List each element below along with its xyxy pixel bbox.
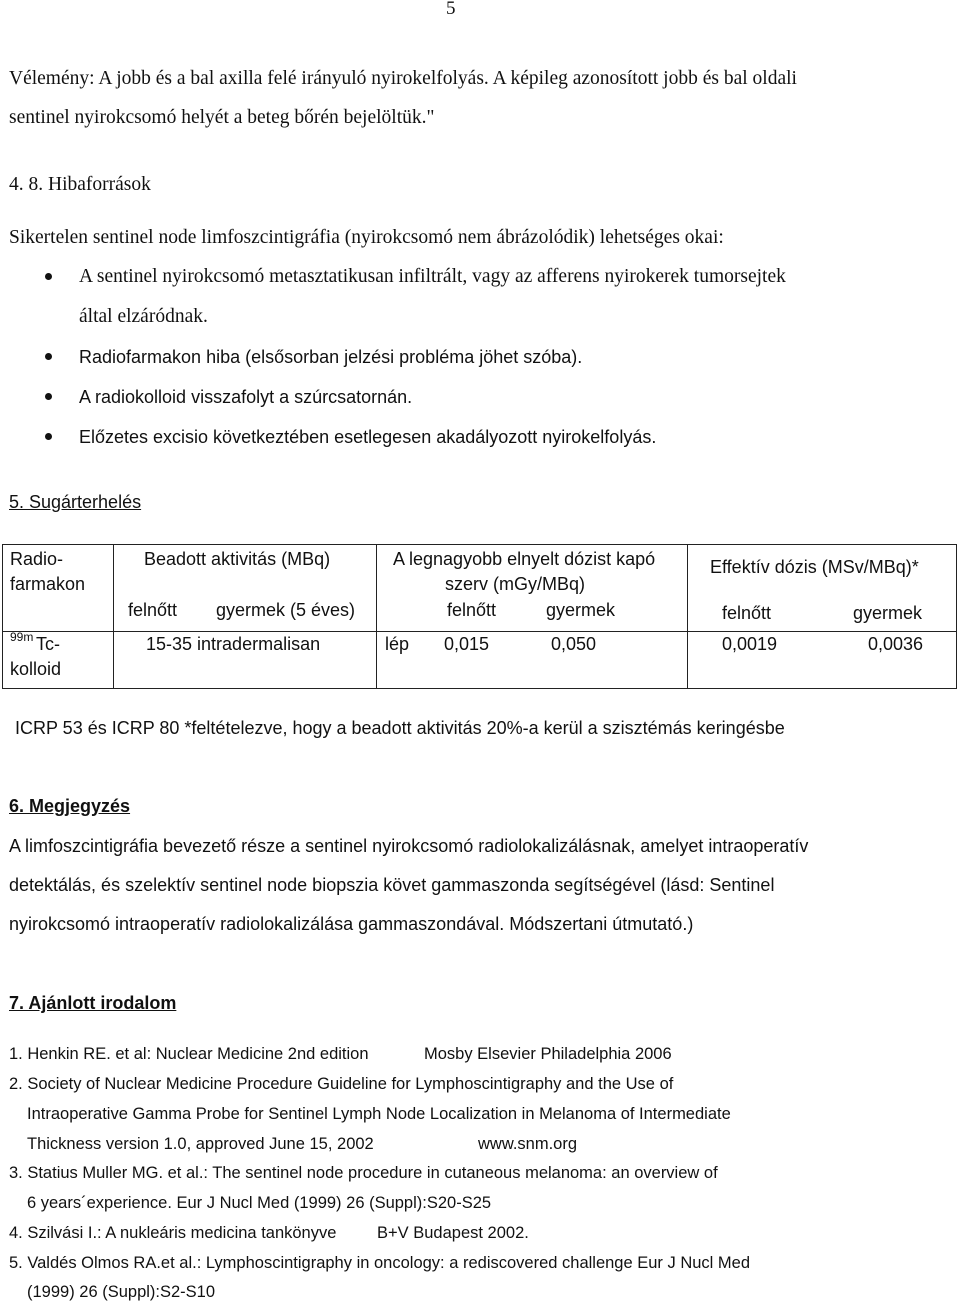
- table-cell-organ-dose: [377, 632, 688, 689]
- organ-adult: felnőtt: [447, 600, 497, 620]
- reference-3-line-1: 3. Statius Muller MG. et al.: The sentinel node procedure in cutaneous melanoma: an overview of: [9, 1164, 718, 1182]
- organ-dose-child: 0,050: [551, 634, 597, 654]
- table-header-organ-dose: [377, 545, 688, 632]
- organ-header-line-2: szerv (mGy/MBq): [445, 574, 586, 594]
- reference-4-title: 4. Szilvási I.: A nukleáris medicina tankönyve: [9, 1224, 337, 1242]
- organ-child: gyermek: [546, 600, 616, 620]
- activity-adult: felnőtt: [128, 600, 178, 620]
- table-header-effective-dose: [688, 545, 957, 632]
- table-footnote: ICRP 53 és ICRP 80 *feltételezve, hogy a beadott aktivitás 20%-a kerül a szisztémás keringésbe: [15, 718, 785, 738]
- reference-2-line-3: Thickness version 1.0, approved June 15, 2002: [27, 1135, 374, 1153]
- reference-2-line-1: 2. Society of Nuclear Medicine Procedure Guideline for Lymphoscintigraphy and the Use of: [9, 1075, 674, 1093]
- table-header-activity: [114, 545, 377, 632]
- organ-name: lép: [385, 634, 410, 654]
- reference-1-publisher: Mosby Elsevier Philadelphia 2006: [424, 1045, 672, 1063]
- section-4-8-heading: 4. 8. Hibaforrások: [9, 174, 151, 195]
- effective-header: Effektív dózis (MSv/MBq)*: [710, 557, 919, 577]
- activity-header: Beadott aktivitás (MBq): [144, 549, 331, 569]
- organ-dose-adult: 0,015: [444, 634, 490, 654]
- effective-child: gyermek: [853, 603, 923, 623]
- reference-5-line-1: 5. Valdés Olmos RA.et al.: Lymphoscintigraphy in oncology: a rediscovered challenge Eur J Nucl Med: [9, 1254, 751, 1272]
- opinion-line-1: Vélemény: A jobb és a bal axilla felé irányuló nyirokelfolyás. A képileg azonosított jobb és bal oldali: [9, 68, 797, 89]
- section-6-line-1: A limfoszcintigráfia bevezető része a sentinel nyirokcsomó radiolokalizálásnak, amelyet intraoperatív: [9, 836, 809, 856]
- section-6-heading: 6. Megjegyzés: [9, 796, 131, 816]
- reference-3-line-2: 6 years´experience. Eur J Nucl Med (1999) 26 (Suppl):S20-S25: [27, 1194, 492, 1212]
- table-cell-effective-dose: [688, 632, 957, 689]
- table-header-row: [3, 545, 957, 632]
- effective-adult: felnőtt: [722, 603, 772, 623]
- isotope-name: Tc-: [36, 634, 60, 654]
- bullet-item-1-line-1: A sentinel nyirokcsomó metasztatikusan infiltrált, vagy az afferens nyirokerek tumorsejtek: [79, 266, 786, 287]
- section-6-line-2: detektálás, és szelektív sentinel node biopszia követ gammaszonda segítségével (lásd: Sentinel: [9, 875, 775, 895]
- activity-value: 15-35 intradermalisan: [146, 634, 321, 654]
- table-row: [3, 632, 957, 689]
- bullet-item-4: Előzetes excisio következtében esetlegesen akadályozott nyirokelfolyás.: [79, 427, 657, 447]
- reference-5-line-2: (1999) 26 (Suppl):S2-S10: [27, 1283, 216, 1301]
- isotope-superscript: 99m: [10, 630, 34, 644]
- table-header-radiopharmaceutical: [3, 545, 114, 632]
- activity-child: gyermek (5 éves): [216, 600, 356, 620]
- bullet-icon: [45, 433, 52, 440]
- table-cell-activity: [114, 632, 377, 689]
- radio-label-line-2: farmakon: [10, 574, 86, 594]
- section-6-line-3: nyirokcsomó intraoperatív radiolokalizálása gammaszondával. Módszertani útmutató.): [9, 914, 694, 934]
- reference-2-line-2: Intraoperative Gamma Probe for Sentinel Lymph Node Localization in Melanoma of Intermediate: [27, 1105, 731, 1123]
- bullet-icon: [45, 273, 52, 280]
- section-7-heading: 7. Ajánlott irodalom: [9, 993, 177, 1013]
- section-4-8-intro: Sikertelen sentinel node limfoszcintigráfia (nyirokcsomó nem ábrázolódik) lehetséges okai:: [9, 227, 724, 248]
- effective-dose-child: 0,0036: [868, 634, 924, 654]
- radio-label-line-1: Radio-: [10, 549, 64, 569]
- reference-1-title: 1. Henkin RE. et al: Nuclear Medicine 2nd edition: [9, 1045, 369, 1063]
- organ-header-line-1: A legnagyobb elnyelt dózist kapó: [393, 549, 656, 569]
- bullet-item-3: A radiokolloid visszafolyt a szúrcsatornán.: [79, 387, 413, 407]
- page-number: 5: [446, 0, 456, 19]
- colloid-name: kolloid: [10, 659, 62, 679]
- bullet-icon: [45, 393, 52, 400]
- radiation-dose-table: [2, 544, 957, 689]
- bullet-item-1-line-2: által elzáródnak.: [79, 306, 208, 327]
- bullet-icon: [45, 353, 52, 360]
- bullet-item-2: Radiofarmakon hiba (elsősorban jelzési probléma jöhet szóba).: [79, 347, 583, 367]
- section-5-heading: 5. Sugárterhelés: [9, 492, 142, 512]
- reference-4-publisher: B+V Budapest 2002.: [377, 1224, 529, 1242]
- reference-2-url[interactable]: www.snm.org: [478, 1135, 578, 1153]
- effective-dose-adult: 0,0019: [722, 634, 778, 654]
- opinion-line-2: sentinel nyirokcsomó helyét a beteg bőrén bejelöltük.": [9, 107, 435, 128]
- table-cell-radiopharmaceutical: [3, 632, 114, 689]
